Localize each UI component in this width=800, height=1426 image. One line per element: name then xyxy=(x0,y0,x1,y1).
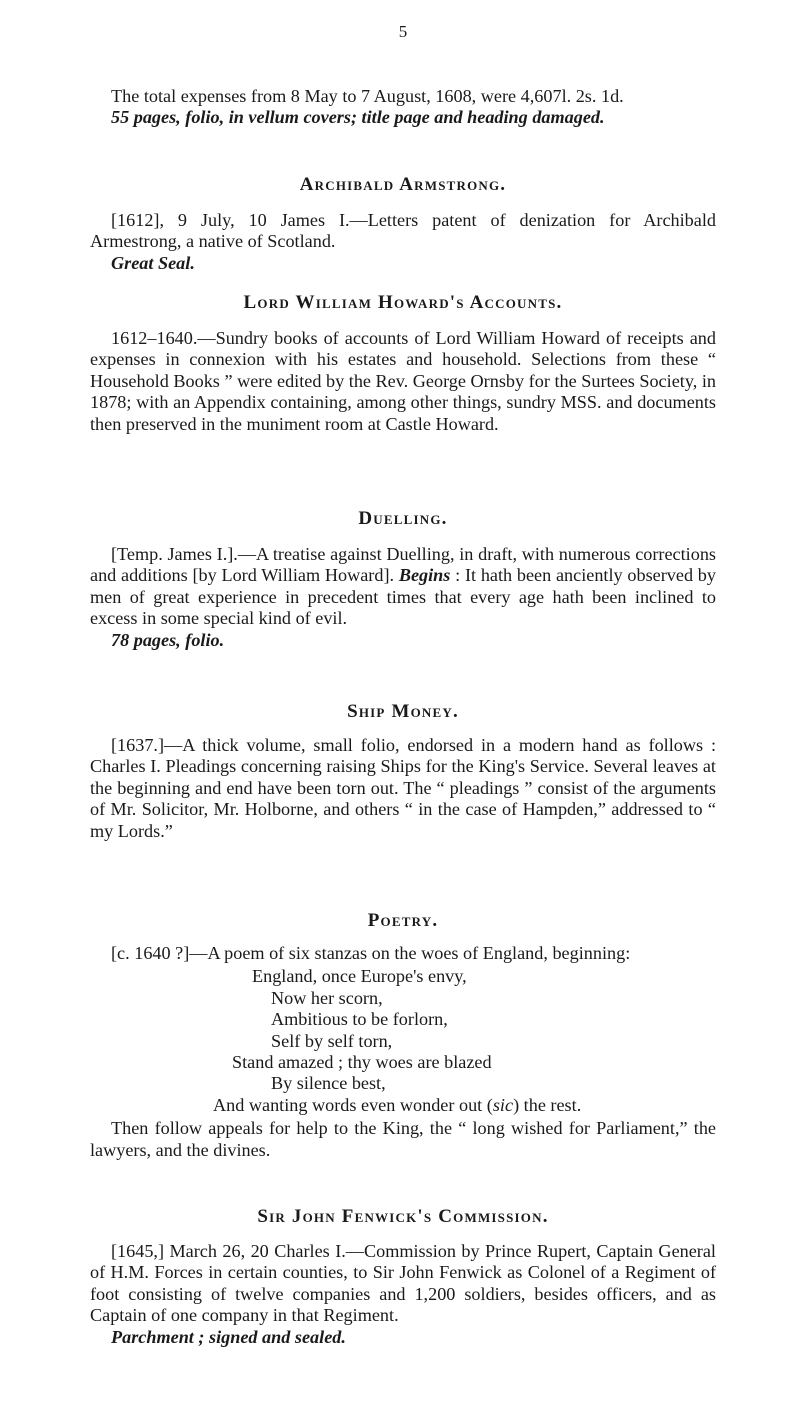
poem-line: Ambitious to be forlorn, xyxy=(271,1009,448,1030)
howard-body xyxy=(90,328,716,435)
poem-block xyxy=(90,966,716,1116)
fenwick-note: Parchment ; signed and sealed. xyxy=(111,1326,346,1347)
armstrong-entry xyxy=(90,174,716,196)
duelling-begins-label: Begins xyxy=(398,565,451,586)
page-number: 5 xyxy=(398,22,408,41)
fenwick-body xyxy=(90,1241,716,1348)
ship-money-entry xyxy=(90,701,716,723)
intro-note: 55 pages, folio, in vellum covers; title page and heading damaged. xyxy=(111,107,605,128)
duelling-text-b: : It hath been anciently observed by men of great experience in precedent times that every age hath been inclined to excess in some special kind of evil. xyxy=(90,565,716,629)
poem-last-a: And wanting words even wonder out ( xyxy=(213,1094,493,1115)
fenwick-text: [1645,] March 26, 20 Charles I.—Commission by Prince Rupert, Captain General of H.M. Forces in certain counties, to Sir John Fenwick as Colonel of a Regiment of foot consisting of twelve companies and 1,200 soldiers, besides officers, and as Captain of one company in that Regiment. xyxy=(90,1241,716,1326)
poetry-entry xyxy=(90,910,716,932)
poem-line: By silence best, xyxy=(271,1073,386,1094)
duelling-note: 78 pages, folio. xyxy=(111,629,225,650)
poem-line-last xyxy=(90,1095,716,1116)
howard-entry xyxy=(90,292,716,314)
section-heading-duelling: Duelling. xyxy=(358,508,448,529)
duelling-body xyxy=(90,544,716,651)
poem-line: Self by self torn, xyxy=(271,1030,393,1051)
duelling-text-a: [Temp. James I.].—A treatise against Duelling, in draft, with numerous corrections and additions [by Lord William Howard]. xyxy=(90,544,716,586)
section-heading-ship-money: Ship Money. xyxy=(347,701,459,722)
duelling-entry xyxy=(90,508,716,530)
poem-last-b: ) the rest. xyxy=(513,1094,582,1115)
howard-text: 1612–1640.—Sundry books of accounts of Lord William Howard of receipts and expenses in connexion with his estates and household. Selections from these “ Household Books ” were edited by the Rev. George Ornsby for the Surtees Society, in 1878; with an Appendix containing, among other things, sundry MSS. and documents then preserved in the muniment room at Castle Howard. xyxy=(90,328,716,434)
fenwick-entry xyxy=(90,1206,716,1228)
poem-line: Stand amazed ; thy woes are blazed xyxy=(232,1052,492,1073)
armstrong-note: Great Seal. xyxy=(111,252,195,273)
poetry-text: [c. 1640 ?]—A poem of six stanzas on the woes of England, beginning: xyxy=(111,943,631,963)
poem-line: Now her scorn, xyxy=(271,987,383,1008)
ship-money-text: [1637.]—A thick volume, small folio, endorsed in a modern hand as follows : Charles I. Pleadings concerning raising Ships for the King's Service. Several leaves at the beginning and end have been torn out. The “ pleadings ” consist of the arguments of Mr. Solicitor, Mr. Holborne, and others “ in the case of Hampden,” addressed to “ my Lords.” xyxy=(90,735,716,841)
poetry-body xyxy=(90,943,716,1161)
section-heading-poetry: Poetry. xyxy=(367,910,439,931)
section-heading-armstrong: Archibald Armstrong. xyxy=(299,174,507,195)
poem-line: England, once Europe's envy, xyxy=(252,966,467,987)
intro-entry xyxy=(90,86,716,129)
ship-money-body xyxy=(90,735,716,842)
poetry-after: Then follow appeals for help to the King, the “ long wished for Parliament,” the lawyers, and the divines. xyxy=(90,1118,716,1160)
section-heading-howard: Lord William Howard's Accounts. xyxy=(243,292,563,313)
armstrong-text: [1612], 9 July, 10 James I.—Letters patent of denization for Archibald Armestrong, a native of Scotland. xyxy=(90,210,716,252)
section-heading-fenwick: Sir John Fenwick's Commission. xyxy=(257,1206,549,1227)
duelling-text xyxy=(90,544,716,630)
poem-sic: sic xyxy=(492,1094,514,1115)
intro-text: The total expenses from 8 May to 7 August, 1608, were 4,607l. 2s. 1d. xyxy=(111,86,624,106)
armstrong-body xyxy=(90,210,716,274)
